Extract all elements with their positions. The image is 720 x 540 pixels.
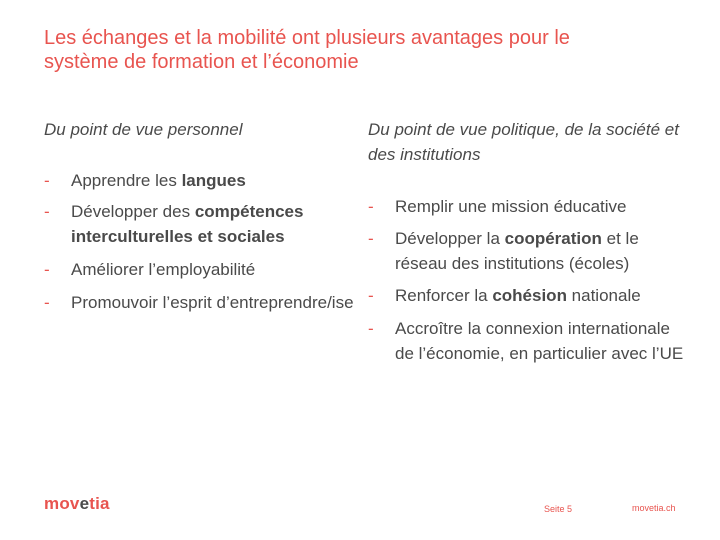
list-item (44, 257, 354, 282)
item-text: Développer la (395, 229, 505, 248)
item-bold-text: compétences interculturelles et sociales (71, 202, 304, 246)
logo-part-1: mov (44, 494, 80, 513)
item-text: Apprendre les (71, 171, 182, 190)
item-text: Développer des (71, 202, 195, 221)
bullet-dash: - (368, 319, 374, 338)
right-bullet-list (368, 194, 688, 366)
item-text: Promouvoir l’esprit d’entreprendre/ise (71, 293, 354, 312)
right-column-heading: Du point de vue politique, de la société et des institutions (368, 120, 679, 164)
list-item (368, 194, 688, 219)
logo-part-3: tia (89, 494, 110, 513)
left-bullet-list (44, 168, 354, 315)
bullet-dash: - (44, 171, 50, 190)
item-text: Renforcer la (395, 286, 493, 305)
list-item (368, 226, 688, 276)
item-bold-text: langues (181, 171, 246, 190)
bullet-dash: - (368, 229, 374, 248)
page-number: Seite 5 (544, 504, 573, 514)
slide-title (44, 26, 684, 74)
list-item (368, 316, 688, 366)
list-item (44, 168, 354, 193)
bullet-dash: - (44, 260, 50, 279)
item-bold-text: coopération (504, 229, 602, 248)
item-text: Améliorer l’employabilité (71, 260, 256, 279)
list-item (44, 290, 354, 315)
item-text-after: et le réseau des institutions (écoles) (395, 229, 639, 273)
bullet-dash: - (44, 293, 50, 312)
list-item (368, 283, 688, 308)
slide-title-line-2: système de formation et l’économie (44, 51, 359, 73)
bullet-dash: - (368, 286, 374, 305)
website-link[interactable]: movetia.ch (632, 503, 676, 513)
movetia-logo (44, 494, 110, 514)
logo-part-2: e (79, 494, 90, 513)
slide-title-line-1: Les échanges et la mobilité ont plusieurs avantages pour le (44, 27, 570, 49)
bullet-dash: - (44, 202, 50, 221)
left-column-heading: Du point de vue personnel (44, 120, 243, 139)
item-text: Accroître la connexion internationale de l’économie, en particulier avec l’UE (395, 319, 684, 363)
bullet-dash: - (368, 197, 374, 216)
item-text: Remplir une mission éducative (395, 197, 627, 216)
item-bold-text: cohésion (492, 286, 567, 305)
item-text-after: nationale (566, 286, 641, 305)
list-item (44, 199, 354, 249)
